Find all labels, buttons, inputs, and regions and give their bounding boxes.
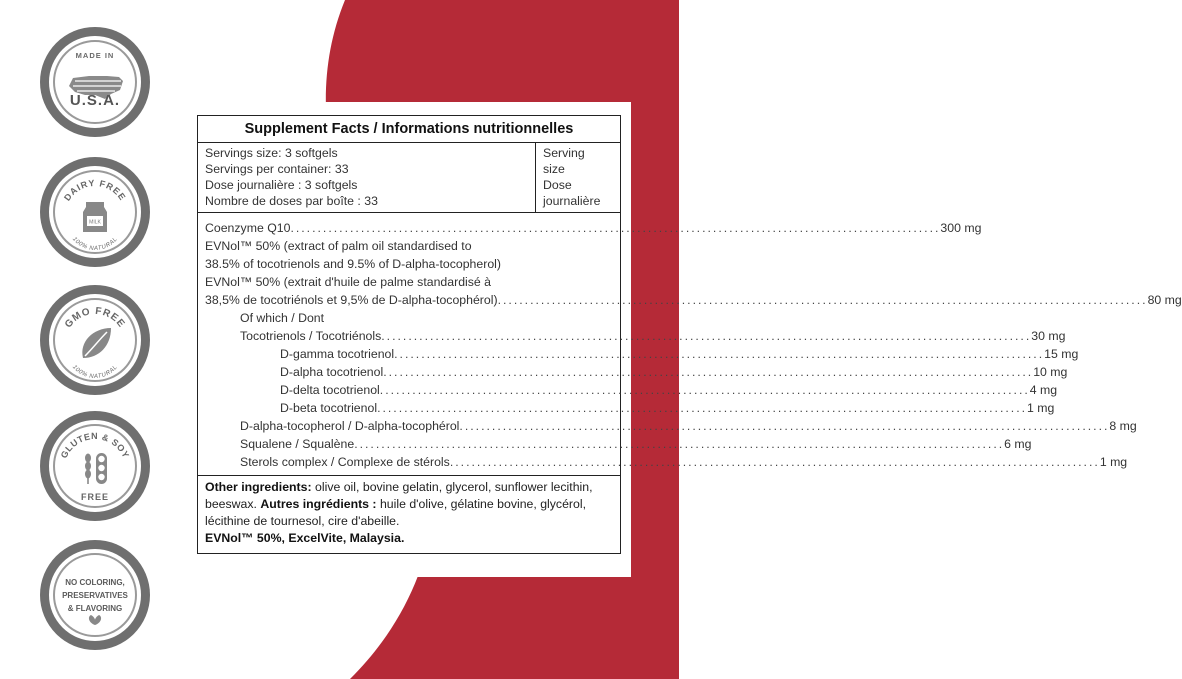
badge-bottom-text: 100% NATURAL <box>71 236 119 253</box>
badge-top-text: MADE IN <box>75 51 115 60</box>
dot-leader: ........................................................................................................................ <box>449 455 1100 469</box>
dot-leader: ........................................................................................................................ <box>354 437 1005 451</box>
autres-ingredients-label: Autres ingrédients : <box>260 497 377 511</box>
nutrient-name: 38,5% de tocotriénols et 9,5% de D-alpha-tocophérol) <box>205 293 498 307</box>
svg-text:100% NATURAL <box>71 236 119 252</box>
dairy-free-badge <box>40 157 150 267</box>
source-line: EVNol™ 50%, ExcelVite, Malaysia. <box>205 531 405 545</box>
serving-header-line: Serving <box>543 146 585 160</box>
nutrient-row <box>205 345 1079 363</box>
nutrient-amount: 30 mg <box>1031 329 1066 343</box>
dot-leader: ........................................................................................................................ <box>377 401 1028 415</box>
serving-size-header <box>535 143 620 212</box>
dot-leader: ........................................................................................................................ <box>379 383 1030 397</box>
nutrient-row <box>205 327 1066 345</box>
nutrient-row <box>205 363 1068 381</box>
nutrient-row: EVNol™ 50% (extract of palm oil standardised to <box>205 239 472 253</box>
nutrient-row <box>205 291 1182 309</box>
nutrient-row <box>205 219 982 237</box>
nutrient-row <box>205 399 1055 417</box>
nutrient-amount: 80 mg <box>1147 293 1182 307</box>
nutrient-name: D-alpha-tocopherol / D-alpha-tocophérol <box>240 419 460 433</box>
badge-main-text: U.S.A. <box>69 92 121 109</box>
svg-text:GLUTEN & SOY <box>59 431 132 460</box>
serving-info <box>198 143 535 212</box>
nutrient-name: Coenzyme Q10 <box>205 221 291 235</box>
dot-leader: ........................................................................................................................ <box>497 293 1148 307</box>
nutrient-name: D-beta tocotrienol <box>280 401 378 415</box>
svg-text:GMO FREE <box>63 306 127 330</box>
dot-leader: ........................................................................................................................ <box>383 365 1034 379</box>
nutrient-amount: 15 mg <box>1044 347 1079 361</box>
nutrient-amount: 1 mg <box>1099 455 1128 469</box>
milk-carton-icon <box>49 166 141 258</box>
supplement-facts-table <box>197 115 1182 554</box>
nutrient-list <box>198 213 1182 476</box>
nutrient-name: Sterols complex / Complexe de stérols <box>240 455 450 469</box>
badge-line-2: PRESERVATIVES <box>62 591 128 600</box>
gmo-free-badge <box>40 285 150 395</box>
leaf-icon <box>49 294 141 386</box>
autres-ingredients-text: huile d'olive, gélatine bovine, glycérol, lécithine de tournesol, cire d'abeille. <box>205 497 587 528</box>
nutrient-row: 38.5% of tocotrienols and 9.5% of D-alpha-tocopherol) <box>205 257 501 271</box>
other-ingredients <box>198 476 620 553</box>
badge-line-3: & FLAVORING <box>67 604 123 613</box>
nutrient-name: Squalene / Squalène <box>240 437 355 451</box>
badge-bottom-text: FREE <box>80 492 110 502</box>
serving-header-line: journalière <box>543 194 601 208</box>
dot-leader: ........................................................................................................................ <box>290 221 941 235</box>
usa-flag-map-icon <box>49 36 141 128</box>
nutrient-name: Tocotrienols / Tocotriénols <box>240 329 382 343</box>
nutrient-name: D-alpha tocotrienol <box>280 365 384 379</box>
serving-section <box>198 143 620 213</box>
nutrient-amount: 6 mg <box>1004 437 1032 451</box>
badge-top-text: DAIRY FREE <box>62 177 129 203</box>
badge-line-1: NO COLORING, <box>65 578 125 587</box>
serving-line: Dose journalière : 3 softgels <box>205 178 358 192</box>
nutrient-row <box>205 381 1058 399</box>
made-in-usa-badge <box>40 27 150 137</box>
badge-bottom-text: 100% NATURAL <box>71 364 119 381</box>
nutrient-row <box>205 417 1137 435</box>
nutrient-row: Of which / Dont <box>240 311 325 325</box>
leaves-icon <box>49 549 141 641</box>
serving-line: Nombre de doses par boîte : 33 <box>205 194 378 208</box>
badge-top-text: GLUTEN & SOY <box>58 430 132 460</box>
serving-header-line: size <box>543 162 565 176</box>
svg-text:DAIRY FREE <box>62 178 128 203</box>
dot-leader: ........................................................................................................................ <box>459 419 1110 433</box>
gluten-soy-free-badge <box>40 411 150 521</box>
nutrient-row: EVNol™ 50% (extrait d'huile de palme standardisé à <box>205 275 492 289</box>
nutrient-amount: 8 mg <box>1109 419 1137 433</box>
nutrient-row <box>205 435 1032 453</box>
badge-top-text: GMO FREE <box>62 305 128 331</box>
other-ingredients-label: Other ingredients: <box>205 480 312 494</box>
nutrient-amount: 10 mg <box>1033 365 1068 379</box>
facts-title: Supplement Facts / Informations nutritionnelles <box>198 116 620 143</box>
facts-panel <box>190 102 1182 577</box>
dot-leader: ........................................................................................................................ <box>381 329 1032 343</box>
nutrient-row <box>205 453 1128 471</box>
nutrient-name: D-gamma tocotrienol <box>280 347 395 361</box>
serving-line: Servings per container: 33 <box>205 162 349 176</box>
serving-line: Servings size: 3 softgels <box>205 146 338 160</box>
nutrient-amount: 1 mg <box>1027 401 1055 415</box>
serving-header-line: Dose <box>543 178 572 192</box>
nutrient-amount: 4 mg <box>1029 383 1058 397</box>
svg-text:100% NATURAL <box>71 364 119 380</box>
no-coloring-badge <box>40 540 150 650</box>
dot-leader: ........................................................................................................................ <box>394 347 1045 361</box>
wheat-soy-icon <box>49 420 141 512</box>
other-ingredients-text: olive oil, bovine gelatin, glycerol, sunflower lecithin, beeswax. <box>205 480 593 511</box>
carton-label: MILK <box>89 219 101 226</box>
nutrient-amount: 300 mg <box>940 221 982 235</box>
nutrient-name: D-delta tocotrienol <box>280 383 380 397</box>
